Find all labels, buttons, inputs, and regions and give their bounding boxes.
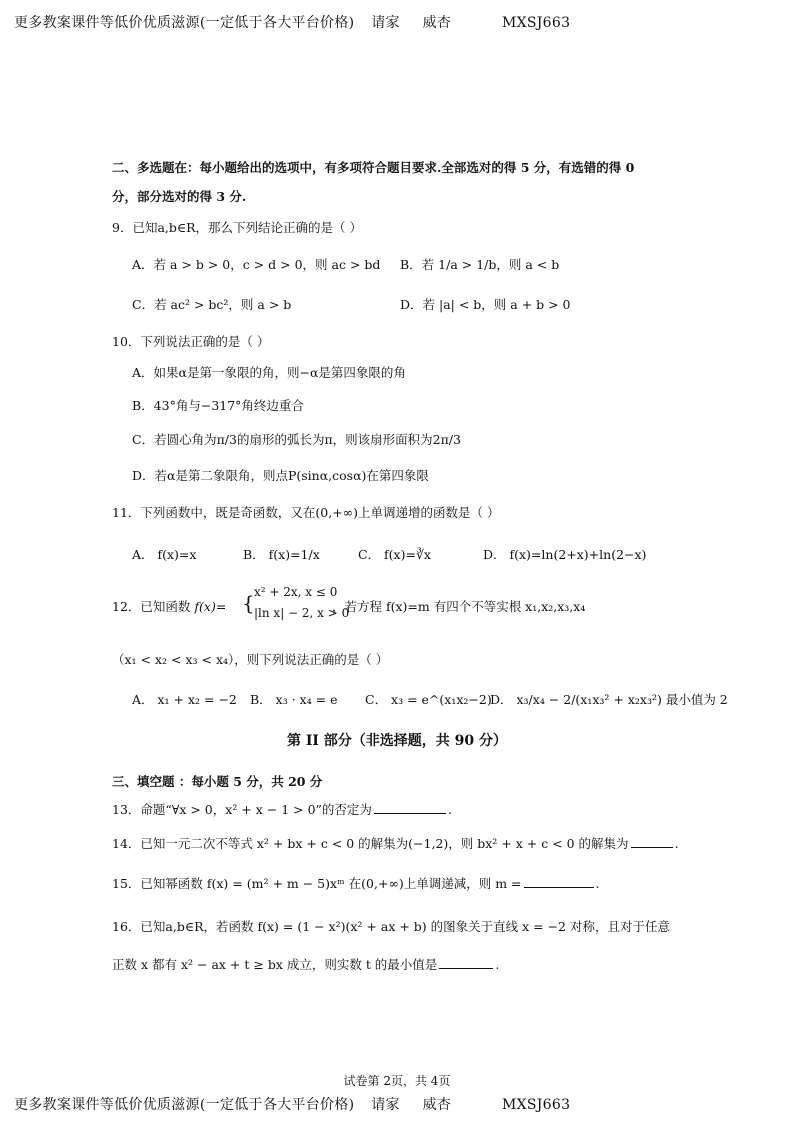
q12-option-a: A． x₁ + x₂ = −2: [132, 692, 237, 707]
q10-option-a: A．如果α是第一象限的角，则−α是第四象限的角: [132, 365, 406, 380]
q15-end: .: [595, 876, 600, 891]
q12-option-d: D． x₃/x₄ − 2/(x₁x₃² + x₂x₃²) 最小值为 2: [490, 692, 728, 707]
q9-option-a: A．若 a > b > 0，c > d > 0，则 ac > bd: [132, 257, 381, 272]
q14-answer-blank[interactable]: [631, 835, 673, 848]
top-banner: [14, 12, 570, 32]
bottom-banner-code: MXSJ663: [501, 1097, 571, 1113]
section2-heading-line2: 分，部分选对的得 3 分.: [112, 189, 247, 204]
q16-answer-blank[interactable]: [439, 956, 493, 969]
q12-fx-label: f(x)=: [194, 599, 227, 614]
q16-end: .: [495, 957, 500, 972]
q9-option-b: B．若 1/a > 1/b，则 a < b: [400, 257, 560, 272]
q13-text: 13．命题“∀x > 0，x² + x − 1 > 0”的否定为: [112, 802, 372, 817]
q15-answer-blank[interactable]: [524, 875, 594, 888]
q16-line1: 16．已知a,b∈R，若函数 f(x) = (1 − x²)(x² + ax + b) 的图象关于直线 x = −2 对称，且对于任意: [112, 919, 670, 934]
q12-piece2: |ln x| − 2, x > 0: [254, 606, 350, 620]
q12-option-b: B． x₃ · x₄ = e: [250, 692, 338, 707]
q12-brace: {: [242, 591, 255, 615]
page-number: 试卷第 2页，共 4页: [343, 1074, 451, 1088]
q11-stem: 11．下列函数中，既是奇函数，又在(0,+∞)上单调递增的函数是（ ）: [112, 505, 500, 520]
q12-stem-a-text: 12．已知函数: [112, 599, 191, 614]
q16-line2-text: 正数 x 都有 x² − ax + t ≥ bx 成立，则实数 t 的最小值是: [112, 957, 438, 972]
q11-option-d: D． f(x)=ln(2+x)+ln(2−x): [483, 547, 647, 562]
section3-heading: 三、填空题 ：每小题 5 分，共 20 分: [112, 774, 323, 789]
q10-option-b: B．43°角与−317°角终边重合: [132, 398, 304, 413]
bottom-banner-contact-label: 请家: [371, 1097, 400, 1113]
q12-piece1: x² + 2x, x ≤ 0: [254, 585, 338, 599]
part2-title: 第 II 部分（非选择题，共 90 分）: [286, 733, 508, 749]
q10-option-d: D．若α是第二象限角，则点P(sinα,cosα)在第四象限: [132, 468, 429, 483]
q12-stem-a: [112, 597, 226, 615]
q9-stem: 9．已知a,b∈R，那么下列结论正确的是（ ）: [112, 220, 363, 235]
banner-contact-label: 请家: [371, 15, 400, 31]
q16-line2: [112, 955, 499, 973]
bottom-banner-contact-name: 威杏: [422, 1097, 452, 1113]
q15: [112, 874, 600, 892]
bottom-banner: [14, 1094, 570, 1114]
q9-option-d: D．若 |a| < b，则 a + b > 0: [400, 297, 571, 312]
q10-stem: 10．下列说法正确的是（ ）: [112, 334, 270, 349]
banner-text: 更多教案课件等低价优质滋源(一定低于各大平台价格): [14, 15, 355, 31]
q13: [112, 800, 452, 818]
q14: [112, 834, 679, 852]
q11-option-b: B． f(x)=1/x: [243, 547, 320, 562]
q13-end: .: [447, 802, 452, 817]
q12-option-c: C． x₃ = e^(x₁x₂−2): [365, 692, 492, 707]
q13-answer-blank[interactable]: [374, 801, 446, 814]
q11-option-a: A． f(x)=x: [132, 547, 197, 562]
q12-stem-c: （x₁ < x₂ < x₃ < x₄），则下列说法正确的是（ ）: [112, 652, 389, 667]
q11-option-c: C． f(x)=∛x: [358, 547, 431, 562]
q10-option-c: C．若圆心角为π/3的扇形的弧长为π，则该扇形面积为2π/3: [132, 432, 461, 447]
q14-end: .: [674, 836, 679, 851]
q12-stem-b: ，若方程 f(x)=m 有四个不等实根 x₁,x₂,x₃,x₄: [332, 599, 586, 614]
banner-contact-name: 威杏: [422, 15, 452, 31]
banner-code: MXSJ663: [501, 15, 571, 31]
section2-heading-line1: 二、多选题在：每小题给出的选项中，有多项符合题目要求.全部选对的得 5 分，有选错的得 0: [112, 160, 635, 175]
q15-text: 15．已知幂函数 f(x) = (m² + m − 5)xᵐ 在(0,+∞)上单调递减，则 m =: [112, 876, 522, 891]
bottom-banner-text: 更多教案课件等低价优质滋源(一定低于各大平台价格): [14, 1097, 355, 1113]
q14-text: 14．已知一元二次不等式 x² + bx + c < 0 的解集为(−1,2)，则 bx² + x + c < 0 的解集为: [112, 836, 629, 851]
q9-option-c: C．若 ac² > bc²，则 a > b: [132, 297, 292, 312]
